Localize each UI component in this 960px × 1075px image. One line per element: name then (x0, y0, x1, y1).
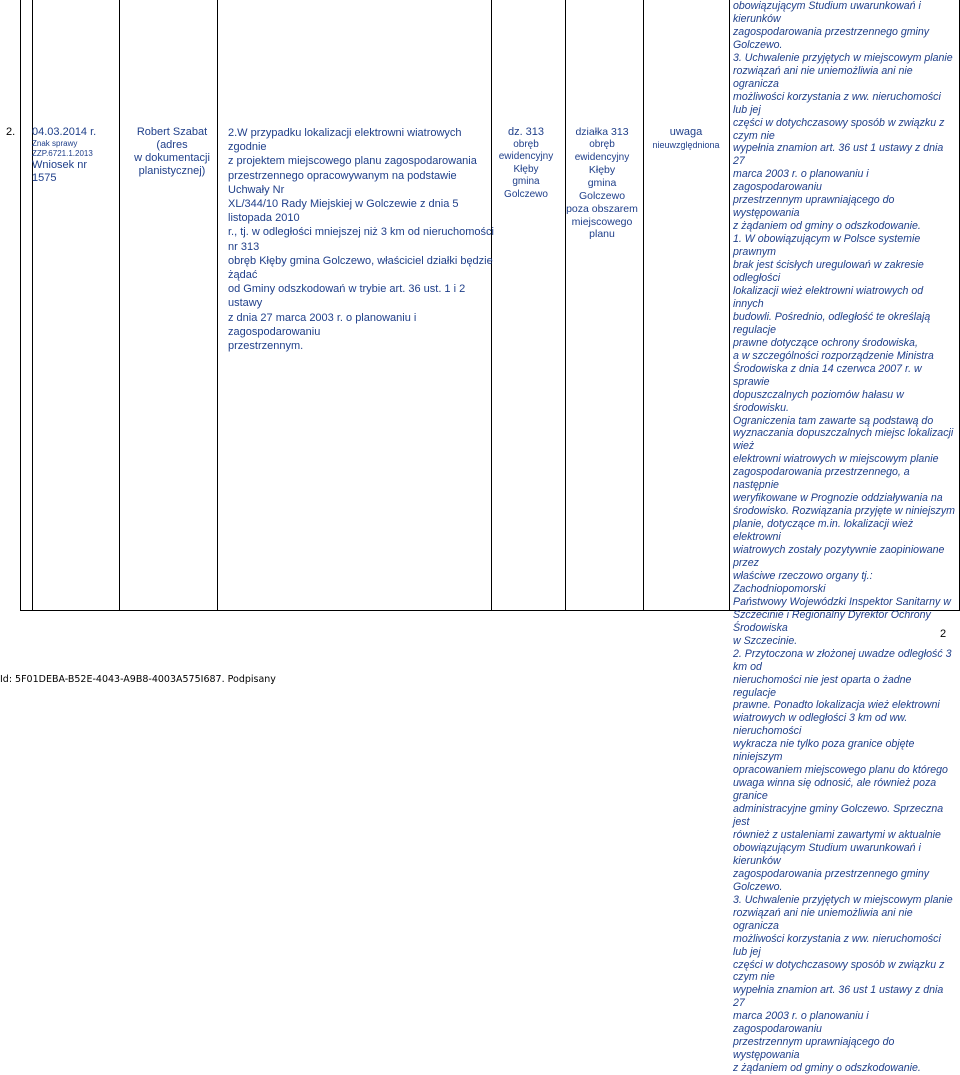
justification-line: zagospodarowania przestrzennego gminy Golczewo. (733, 867, 930, 893)
justification-line: Środowiska z dnia 14 czerwca 2007 r. w sprawie (733, 362, 922, 388)
justification-line: 3. Uchwalenie przyjętych w miejscowym planie (733, 893, 953, 906)
decision-status (644, 126, 728, 151)
justification-line: prawne. Ponadto lokalizacja wież elektrowni (733, 699, 940, 712)
applicant-address-line: planistycznej) (138, 165, 206, 177)
column-divider (119, 0, 120, 610)
justification-line: budowli. Pośrednio, odległość te określają regulacje (733, 310, 931, 336)
description-line: od Gminy odszkodowań w trybie art. 36 ust. 1 i 2 ustawy (228, 283, 466, 310)
justification-line: marca 2003 r. o planowaniu i zagospodarowaniu (733, 1010, 869, 1036)
plot-designation (490, 126, 562, 201)
submission-cell (32, 126, 112, 185)
justification-line: również z ustaleniami zawartymi w aktualnie (733, 829, 941, 841)
applicant-name: Robert Szabat (136, 126, 208, 138)
justification-line: wiatrowych w odległości 3 km od ww. nieruchomości (733, 712, 908, 738)
justification-line: przestrzennym uprawniającego do występowania (733, 1036, 895, 1062)
plan-location (566, 126, 638, 241)
page-number: 2 (940, 628, 947, 640)
applicant-cell (128, 126, 216, 178)
applicant-address-line: (adres (156, 139, 188, 151)
signature-footer: Id: 5F01DEBA-B52E-4043-A9B8-4003A575I687. Podpisany (0, 674, 276, 685)
description-line: przestrzennym. (228, 340, 304, 353)
applicant-address-line: w dokumentacji (134, 152, 210, 164)
justification-line: wykracza nie tylko poza granice objęte niniejszym (733, 738, 915, 764)
justification-line: obowiązującym Studium uwarunkowań i kierunków (733, 0, 921, 25)
justification-line: planie, dotyczące m.in. lokalizacji wież elektrowni (733, 518, 914, 544)
column-divider (565, 0, 566, 610)
location-line: poza obszarem (566, 202, 638, 215)
justification-line: prawne dotyczące ochrony środowiska, (733, 336, 918, 349)
justification-line: możliwości korzystania z ww. nieruchomości lub jej (733, 932, 941, 958)
remark-description (228, 126, 498, 353)
column-divider (32, 0, 33, 610)
justification-line: brak jest ścisłych uregulowań w zakresie odległości (733, 259, 924, 285)
justification-line: dopuszczalnych poziomów hałasu w środowisku. (733, 388, 904, 414)
justification-line: marca 2003 r. o planowaniu i zagospodarowaniu (733, 168, 869, 194)
justification-line: 3. Uchwalenie przyjętych w miejscowym planie (733, 51, 953, 64)
status-line: uwaga (669, 126, 703, 138)
justification-line: lokalizacji wież elektrowni wiatrowych od innych (733, 284, 924, 310)
justification-line: zagospodarowania przestrzennego gminy Golczewo. (733, 25, 930, 51)
plot-line: Kłęby (513, 163, 539, 175)
justification-line: części w dotychczasowy sposób w związku z czym nie (733, 116, 945, 142)
justification (733, 0, 955, 1075)
justification-line: 1. W obowiązującym w Polsce systemie prawnym (733, 233, 921, 259)
row-number: 2. (6, 126, 16, 138)
description-line: r., tj. w odległości mniejszej niż 3 km od nieruchomości nr 313 (228, 226, 494, 253)
location-line: miejscowego (571, 215, 633, 228)
justification-line: Państwowy Wojewódzki Inspektor Sanitarny w (733, 595, 951, 608)
status-line: nieuwzględniona (652, 139, 720, 150)
justification-line: właściwe rzeczowo organy tj.: Zachodniopomorski (733, 569, 873, 595)
justification-line: przestrzennym uprawniającego do występowania (733, 194, 895, 220)
description-line: z projektem miejscowego planu zagospodarowania (228, 155, 477, 168)
case-sign-label: Znak sprawy (32, 139, 78, 148)
justification-line: z żądaniem od gminy o odszkodowanie. (733, 1062, 921, 1075)
justification-line: środowisko. Rozwiązania przyjęte w niniejszym (733, 505, 955, 518)
plot-line: gmina (512, 176, 540, 187)
justification-line: zagospodarowania przestrzennego, a następnie (733, 466, 910, 492)
location-line: gmina Golczewo (578, 177, 626, 202)
location-line: planu (589, 228, 615, 241)
description-line: z dnia 27 marca 2003 r. o planowaniu i zagospodarowaniu (228, 311, 417, 338)
justification-line: możliwości korzystania z ww. nieruchomości lub jej (733, 90, 941, 116)
justification-line: opracowaniem miejscowego planu do którego (733, 764, 948, 777)
application-number: Wniosek nr 1575 (32, 159, 88, 184)
plot-line: Golczewo (504, 188, 548, 200)
justification-line: wiatrowych zostały pozytywnie zaopiniowane przez (733, 544, 945, 569)
plot-line: ewidencyjny (498, 151, 554, 162)
justification-line: w Szczecinie. (733, 634, 798, 647)
location-line: obręb ewidencyjny (574, 138, 630, 163)
justification-line: rozwiązań ani nie uniemożliwia ani nie ogranicza (733, 906, 913, 932)
description-line: XL/344/10 Rady Miejskiej w Golczewie z dnia 5 listopada 2010 (228, 198, 459, 225)
case-sign-number: ZZP.6721.1.2013 (32, 149, 93, 158)
justification-line: Ograniczenia tam zawarte są podstawą do (733, 414, 934, 427)
justification-line: a w szczególności rozporządzenie Ministra (733, 349, 934, 362)
justification-line: administracyjne gminy Golczewo. Sprzeczna jest (733, 803, 944, 829)
submission-date: 04.03.2014 r. (32, 126, 97, 138)
justification-line: nieruchomości nie jest oparta o żadne regulacje (733, 673, 912, 699)
justification-line: weryfikowane w Prognozie oddziaływania na (733, 492, 943, 505)
location-line: działka 313 (575, 126, 629, 138)
description-line: przestrzennego opracowywanym na podstawie Uchwały Nr (228, 169, 457, 196)
justification-line: wypełnia znamion art. 36 ust 1 ustawy z dnia 27 (733, 984, 944, 1010)
plot-line: obręb (513, 138, 539, 150)
justification-line: rozwiązań ani nie uniemożliwia ani nie ogranicza (733, 64, 913, 90)
plot-line: dz. 313 (507, 126, 545, 138)
justification-line: elektrowni wiatrowych w miejscowym planie (733, 453, 939, 466)
description-line: 2.W przypadku lokalizacji elektrowni wiatrowych zgodnie (228, 127, 462, 154)
location-line: Kłęby (588, 164, 616, 177)
justification-line: wypełnia znamion art. 36 ust 1 ustawy z dnia 27 (733, 142, 944, 168)
justification-line: obowiązującym Studium uwarunkowań i kierunków (733, 841, 921, 867)
column-divider (729, 0, 730, 610)
justification-line: części w dotychczasowy sposób w związku z czym nie (733, 958, 945, 984)
justification-line: Szczecinie i Regionalny Dyrektor Ochrony Środowiska (733, 608, 931, 634)
description-line: obręb Kłęby gmina Golczewo, właściciel działki będzie żądać (228, 254, 493, 282)
column-divider (643, 0, 644, 610)
column-divider (217, 0, 218, 610)
justification-line: z żądaniem od gminy o odszkodowanie. (733, 220, 921, 233)
justification-line: 2. Przytoczona w złożonej uwadze odległość 3 km od (733, 647, 952, 673)
justification-line: uwaga winna się odnosić, ale również poza granice (733, 777, 937, 803)
justification-line: wyznaczania dopuszczalnych miejsc lokalizacji wież (733, 427, 954, 453)
